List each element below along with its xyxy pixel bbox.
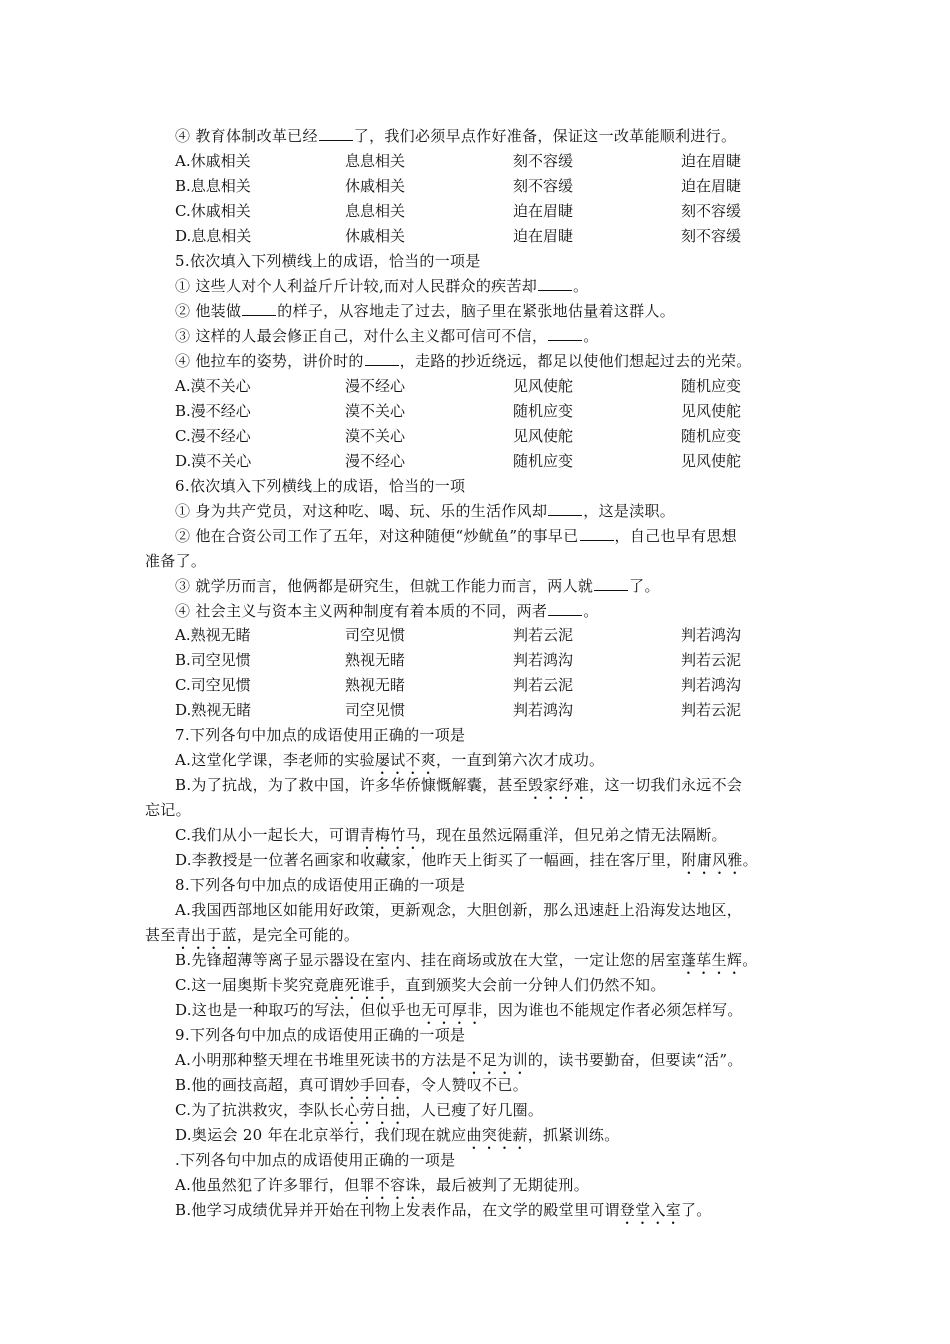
text: ，走路的抄近绕远，都足以使他们想起过去的光荣。 xyxy=(399,352,752,370)
text: C.这一届奥斯卡奖究竟 xyxy=(175,976,330,994)
q9-option-b xyxy=(175,1075,528,1103)
text: ，令人赞叹不已。 xyxy=(405,1076,529,1094)
q10-stem: .下列各句中加点的成语使用正确的一项是 xyxy=(175,1151,456,1169)
q5-option-b-4: 见风使舵 xyxy=(681,402,742,420)
q4-option-d-4: 刻不容缓 xyxy=(681,227,742,245)
q5-stem: 5.依次填入下列横线上的成语，恰当的一项是 xyxy=(175,252,481,270)
text: D.李教授是一位著名画家和收藏家，他昨天上街买了一幅画，挂在客厅里， xyxy=(175,851,682,869)
q5-option-a-2: 漫不经心 xyxy=(345,377,406,395)
dotted-idiom: 无可厚非 xyxy=(421,1001,483,1019)
q7-option-b xyxy=(175,775,742,803)
q5-option-d-1: D.漠不关心 xyxy=(175,452,252,470)
text: 甚至 xyxy=(145,926,176,944)
q6-option-c-4: 判若鸿沟 xyxy=(681,676,742,694)
q6-option-c-2: 熟视无睹 xyxy=(345,676,406,694)
dotted-idiom: 妙手回春 xyxy=(344,1076,406,1094)
q5-sentence-2 xyxy=(175,301,675,321)
q6-option-d-4: 判若云泥 xyxy=(681,701,742,719)
q8-option-d xyxy=(175,1000,743,1028)
text: ，最后被判了无期徒刑。 xyxy=(420,1176,590,1194)
fill-blank xyxy=(548,601,582,616)
q4-option-b-4: 迫在眉睫 xyxy=(681,177,742,195)
text: ③ 这样的人最会修正自己，对什么主义都可信可不信， xyxy=(175,327,548,345)
text: C.为了抗洪救灾，李队长 xyxy=(175,1101,345,1119)
text: 了。 xyxy=(681,1201,712,1219)
text: 。 xyxy=(742,951,758,969)
dotted-idiom: 毁家纾难 xyxy=(528,776,590,794)
q6-sentence-3 xyxy=(175,576,660,596)
dotted-idiom: 青出于蓝 xyxy=(175,926,237,944)
text: 了，我们必须早点作好准备，保证这一改革能顺利进行。 xyxy=(353,127,737,145)
text: 。 xyxy=(583,602,599,620)
text: B.他的画技高超，真可谓 xyxy=(175,1076,345,1094)
q4-option-c-4: 刻不容缓 xyxy=(681,202,742,220)
q5-option-a-4: 随机应变 xyxy=(681,377,742,395)
q5-option-d-3: 随机应变 xyxy=(513,452,574,470)
text: B.先锋超薄等离子显示器设在室内、挂在商场或放在大堂，一定让您的居室 xyxy=(175,951,681,969)
q5-sentence-4 xyxy=(175,351,752,371)
q4-option-a-3: 刻不容缓 xyxy=(513,152,574,170)
fill-blank xyxy=(548,326,582,341)
text: ③ 就学历而言，他俩都是研究生，但就工作能力而言，两人就 xyxy=(175,577,594,595)
text: B.为了抗战，为了救中国，许多华侨慷慨解囊，甚至 xyxy=(175,776,528,794)
dotted-idiom: 附庸风雅 xyxy=(681,851,743,869)
text: A.小明那种整天埋在书堆里死读书的方法是 xyxy=(175,1051,467,1069)
text: D.奥运会 20 年在北京举行，我们现在就应 xyxy=(175,1126,467,1144)
q5-option-c-1: C.漫不经心 xyxy=(175,427,251,445)
text: ，直到颁奖大会前一分钟人们仍然不知。 xyxy=(390,976,666,994)
q6-sentence-2-cont: 准备了。 xyxy=(145,552,207,570)
text: ④ 教育体制改革已经 xyxy=(175,127,318,145)
q5-option-c-2: 漠不关心 xyxy=(345,427,406,445)
q4-option-c-3: 迫在眉睫 xyxy=(513,202,574,220)
q4-option-c-1: C.休戚相关 xyxy=(175,202,251,220)
text: 了。 xyxy=(629,577,660,595)
q6-option-b-1: B.司空见惯 xyxy=(175,651,251,669)
dotted-idiom: 心劳日拙 xyxy=(344,1101,406,1119)
fill-blank xyxy=(365,351,399,366)
q5-option-b-3: 随机应变 xyxy=(513,402,574,420)
q5-option-b-1: B.漫不经心 xyxy=(175,402,251,420)
text: ，抓紧训练。 xyxy=(527,1126,620,1144)
q6-option-c-1: C.司空见惯 xyxy=(175,676,251,694)
q9-option-c xyxy=(175,1100,543,1128)
text: ④ 他拉车的姿势，讲价时的 xyxy=(175,352,364,370)
fill-blank xyxy=(548,501,582,516)
q6-sentence-4 xyxy=(175,601,599,621)
q8-option-c xyxy=(175,975,666,1003)
text: ① 身为共产党员，对这种吃、喝、玩、乐的生活作风却 xyxy=(175,502,548,520)
text: C.我们从小一起长大，可谓 xyxy=(175,826,360,844)
q9-stem: 9.下列各句中加点的成语使用正确的一项是 xyxy=(175,1026,466,1044)
q4-sentence-4 xyxy=(175,126,736,146)
fill-blank xyxy=(594,576,628,591)
q6-option-c-3: 判若云泥 xyxy=(513,676,574,694)
q5-option-c-3: 见风使舵 xyxy=(513,427,574,445)
fill-blank xyxy=(538,276,572,291)
text: 。 xyxy=(573,277,589,295)
q4-option-a-2: 息息相关 xyxy=(345,152,406,170)
q7-option-a xyxy=(175,750,604,778)
text: ，自己也早有思想 xyxy=(614,527,737,545)
dotted-idiom: 曲突徙薪 xyxy=(466,1126,528,1144)
fill-blank xyxy=(242,301,276,316)
text: 。 xyxy=(742,851,758,869)
q6-option-d-1: D.熟视无睹 xyxy=(175,701,252,719)
q5-option-d-2: 漫不经心 xyxy=(345,452,406,470)
text: A.他虽然犯了许多罪行，但 xyxy=(175,1176,360,1194)
q6-option-a-3: 判若云泥 xyxy=(513,626,574,644)
q4-option-b-1: B.息息相关 xyxy=(175,177,251,195)
q4-option-b-3: 刻不容缓 xyxy=(513,177,574,195)
text: ，因为谁也不能规定作者必须怎样写。 xyxy=(482,1001,743,1019)
fill-blank xyxy=(319,126,353,141)
dotted-idiom: 不足为训 xyxy=(466,1051,528,1069)
dotted-idiom: 登堂入室 xyxy=(619,1201,681,1219)
q5-option-a-1: A.漠不关心 xyxy=(175,377,251,395)
dotted-idiom: 蓬荜生辉 xyxy=(681,951,743,969)
q7-option-b-cont: 忘记。 xyxy=(145,801,191,819)
q4-option-c-2: 息息相关 xyxy=(345,202,406,220)
q6-sentence-2 xyxy=(175,526,737,546)
dotted-idiom: 青梅竹马 xyxy=(359,826,421,844)
q10-option-b xyxy=(175,1200,712,1228)
text: B.他学习成绩优异并开始在刊物上发表作品，在文学的殿堂里可谓 xyxy=(175,1201,620,1219)
q6-sentence-1 xyxy=(175,501,675,521)
q8-stem: 8.下列各句中加点的成语使用正确的一项是 xyxy=(175,876,466,894)
q6-option-d-3: 判若鸿沟 xyxy=(513,701,574,719)
q5-sentence-3 xyxy=(175,326,599,346)
q9-option-d xyxy=(175,1125,620,1153)
text: 的样子，从容地走了过去，脑子里在紧张地估量着这群人。 xyxy=(277,302,676,320)
q5-option-c-4: 随机应变 xyxy=(681,427,742,445)
text: ，一直到第六次才成功。 xyxy=(436,751,605,769)
dotted-idiom: 罪不容诛 xyxy=(359,1176,421,1194)
q6-option-b-4: 判若云泥 xyxy=(681,651,742,669)
q6-option-d-2: 司空见惯 xyxy=(345,701,406,719)
text: ① 这些人对个人利益斤斤计较,而对人民群众的疾苦却 xyxy=(175,277,538,295)
text: A.我国西部地区如能用好政策，更新观念，大胆创新，那么迅速赶上沿海发达地区， xyxy=(175,901,743,919)
q6-option-a-2: 司空见惯 xyxy=(345,626,406,644)
q6-stem: 6.依次填入下列横线上的成语，恰当的一项 xyxy=(175,477,466,495)
text: ② 他在合资公司工作了五年，对这种随便“炒鱿鱼”的事早已 xyxy=(175,527,579,545)
q8-option-a-cont xyxy=(145,925,359,953)
text: ，是完全可能的。 xyxy=(236,926,360,944)
q5-option-d-4: 见风使舵 xyxy=(681,452,742,470)
fill-blank xyxy=(580,526,614,541)
q4-option-d-2: 休戚相关 xyxy=(345,227,406,245)
q8-option-b xyxy=(175,950,758,978)
text: A.这堂化学课，李老师的实验 xyxy=(175,751,375,769)
q4-option-b-2: 休戚相关 xyxy=(345,177,406,195)
text: ④ 社会主义与资本主义两种制度有着本质的不同，两者 xyxy=(175,602,548,620)
text: ，这一切我们永远不会 xyxy=(589,776,743,794)
q4-option-a-1: A.休戚相关 xyxy=(175,152,251,170)
text: 的，读书要勤奋，但要读“活”。 xyxy=(527,1051,743,1069)
dotted-idiom: 屡试不爽 xyxy=(374,751,437,769)
q4-option-d-3: 迫在眉睫 xyxy=(513,227,574,245)
q7-option-c xyxy=(175,825,727,853)
q4-option-a-4: 迫在眉睫 xyxy=(681,152,742,170)
q8-option-a xyxy=(175,900,742,920)
text: D.这也是一种取巧的写法，但似乎也 xyxy=(175,1001,422,1019)
q6-option-b-3: 判若鸿沟 xyxy=(513,651,574,669)
text: ，现在虽然远隔重洋，但兄弟之情无法隔断。 xyxy=(420,826,727,844)
q7-stem: 7.下列各句中加点的成语使用正确的一项是 xyxy=(175,726,466,744)
text: ，人已瘦了好几圈。 xyxy=(405,1101,544,1119)
q5-option-a-3: 见风使舵 xyxy=(513,377,574,395)
dotted-idiom: 鹿死谁手 xyxy=(329,976,391,994)
q6-option-a-1: A.熟视无睹 xyxy=(175,626,251,644)
q5-sentence-1 xyxy=(175,276,588,296)
q6-option-b-2: 熟视无睹 xyxy=(345,651,406,669)
q4-option-d-1: D.息息相关 xyxy=(175,227,252,245)
q7-option-d xyxy=(175,850,758,878)
q9-option-a xyxy=(175,1050,743,1078)
text: ，这是渎职。 xyxy=(583,502,676,520)
q6-option-a-4: 判若鸿沟 xyxy=(681,626,742,644)
text: 。 xyxy=(583,327,599,345)
q10-option-a xyxy=(175,1175,589,1203)
text: ② 他装做 xyxy=(175,302,242,320)
q5-option-b-2: 漠不关心 xyxy=(345,402,406,420)
